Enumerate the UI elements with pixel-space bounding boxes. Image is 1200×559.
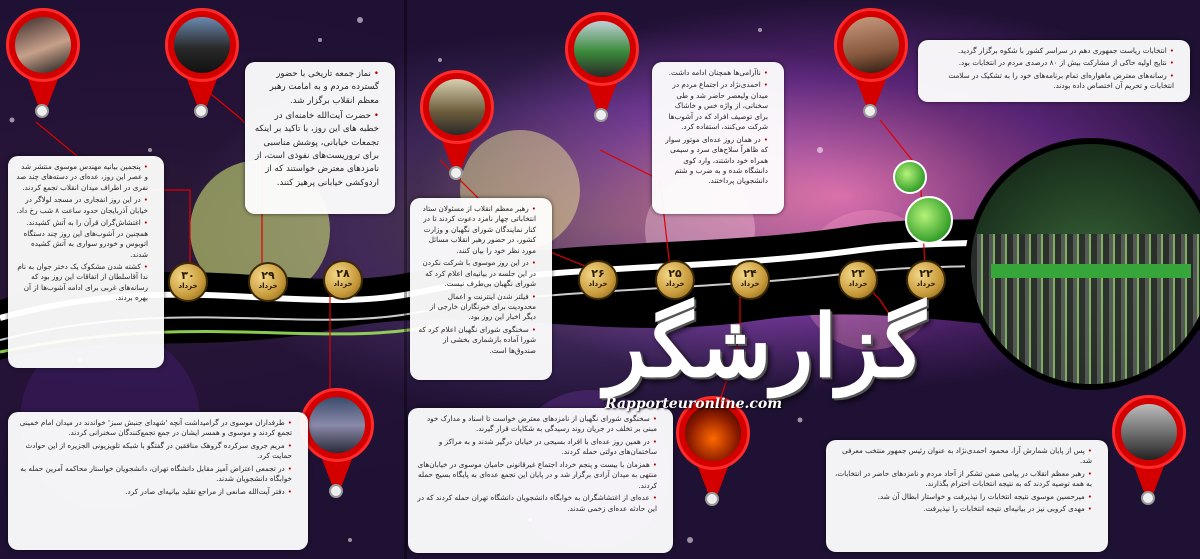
event-item: • فیلتر شدن اینترنت و اعمال محدودیت برای خبرنگاران خارجی از دیگر اخبار این روز بود. bbox=[418, 292, 536, 323]
textbox-26-khordad bbox=[410, 198, 552, 380]
textbox-23-khordad bbox=[826, 440, 1108, 552]
green-circle-large bbox=[905, 196, 953, 244]
date-24-khordad: ۲۴ خرداد bbox=[730, 260, 770, 300]
event-item: • نتایج اولیه حاکی از مشارکت بیش از ۸۰ درصدی مردم در انتخابات بود. bbox=[926, 58, 1174, 68]
date-26-khordad: ۲۶ خرداد bbox=[578, 260, 618, 300]
textbox-29-khordad bbox=[245, 62, 395, 214]
page-fold bbox=[404, 0, 407, 559]
crowd-photo bbox=[965, 138, 1200, 390]
green-circle-small bbox=[893, 160, 927, 194]
date-22-khordad: ۲۲ خرداد bbox=[906, 260, 946, 300]
textbox-28-khordad bbox=[8, 412, 308, 550]
event-item: • در این روز موسوی با شرکت نکردن در این جلسه در بیانیه‌ای اعلام کرد که شورای نگهبان بی‌طرف نیست. bbox=[418, 258, 536, 289]
event-item: • طرفداران موسوی در گرامیداشت آنچه 'شهدای جنبش سبز' خواندند در میدان امام خمینی تجمع کردند و موسوی و همسر ایشان در جمع تجمع‌کنندگان سخنرانی کردند. bbox=[16, 418, 292, 439]
event-item: • ناآرامی‌ها همچنان ادامه داشت. bbox=[660, 68, 768, 78]
date-23-khordad: ۲۳ خرداد bbox=[838, 260, 878, 300]
event-item: • کشته شدن مشکوک یک دختر جوان به نام ندا آقاسلطان از اتفاقات این روز بود که رسانه‌های غربی برای ادامه آشوب‌ها از آن بهره بردند. bbox=[16, 262, 148, 304]
website-url: Rapporteuronline.com bbox=[605, 396, 783, 412]
event-item: • در همان روز عده‌ای موتور سوار که ظاهراً سلاح‌های سرد و سیمی همراه خود داشتند، وارد کوی دانشگاه شده و به ضرب و شتم دانشجویان پرداختند. bbox=[660, 135, 768, 187]
event-item: • رهبر معظم انقلاب در پیامی ضمن تشکر از آحاد مردم و نامزدهای حاضر در انتخابات، به همه توصیه کردند که به نتیجه انتخابات احترام بگذارند. bbox=[834, 469, 1092, 490]
event-item: • در این روز انفجاری در مسجد لولاگر در خیابان آذربایجان حدود ساعت ۸ شب رخ داد. bbox=[16, 195, 148, 216]
event-item: • مهدی کروبی نیز در بیانیه‌ای نتیجه انتخابات را نپذیرفت. bbox=[834, 504, 1092, 514]
date-25-khordad: ۲۵ خرداد bbox=[655, 260, 695, 300]
event-item: • در تجمعی اعتراض آمیز مقابل دانشگاه تهران، دانشجویان خواستار محاکمه آمرین حمله به خوابگاه دانشجویان شدند. bbox=[16, 464, 292, 485]
event-item: • سخنگوی شورای نگهبان از نامزدهای معترض خواست تا اسناد و مدارک خود مبنی بر تخلف در جریان روند رسیدگی به شکایات قرار گیرند. bbox=[416, 414, 657, 435]
date-30-khordad: ۳۰ خرداد bbox=[168, 262, 208, 302]
event-item: • در همین روز عده‌ای با افراد بسیجی در خیابان درگیر شدند و به مراکز و ساختمان‌های دولتی حمله کردند. bbox=[416, 437, 657, 458]
event-item: • سخنگوی شورای نگهبان اعلام کرد که شورا آماده بازشماری بخشی از صندوق‌ها است. bbox=[418, 325, 536, 356]
event-item: • دفتر آیت‌الله صانعی از مراجع تقلید بیانیه‌ای صادر کرد. bbox=[16, 487, 292, 497]
event-item: • میرحسین موسوی نتیجه انتخابات را نپذیرفت و خواستار ابطال آن شد. bbox=[834, 492, 1092, 502]
event-item: • پس از پایان شمارش آرا، محمود احمدی‌نژاد به عنوان رئیس جمهور منتخب معرفی شد. bbox=[834, 446, 1092, 467]
event-item: • انتخابات ریاست جمهوری دهم در سراسر کشور با شکوه برگزار گردید. bbox=[926, 46, 1174, 56]
event-item: • مریم جروی سرکرده گروهک منافقین در گفتگو با شبکه تلویزیونی الجزیره از این حوادث حمایت کرد. bbox=[16, 441, 292, 462]
event-item: • اغتشاش‌گران قرآن را به آتش کشیدند. همچنین در آشوب‌های این روز چند دستگاه اتوبوس و خودرو سواری به آتش کشیده شدند. bbox=[16, 218, 148, 260]
event-item: • حضرت آیت‌الله خامنه‌ای در خطبه های این روز، با تاکید بر اینکه تجمعات خیابانی، پوشش مناسبی برای تروریست‌های نفوذی است، از نامزدهای معترض خواستند که از اردوکشی خیابانی پرهیز کنند. bbox=[253, 110, 379, 190]
textbox-22-khordad bbox=[918, 40, 1190, 102]
event-item: • نماز جمعه تاریخی با حضور گسترده مردم و به امامت رهبر معظم انقلاب برگزار شد. bbox=[253, 68, 379, 108]
event-item: • رهبر معظم انقلاب از مسئولان ستاد انتخاباتی چهار نامزد دعوت کردند تا در کنار نمایندگان شورای نگهبان و وزارت کشور، در حضور رهبر انقلاب مسائل مورد نظر خود را بیان کنند. bbox=[418, 204, 536, 256]
textbox-24-khordad bbox=[652, 62, 784, 214]
event-item: • پنجمین بیانیه مهندس موسوی منتشر شد و عصر این روز، عده‌ای در دسته‌های چند صد نفری در اطراف میدان انقلاب تجمع کردند. bbox=[16, 162, 148, 193]
event-item: • همزمان با بیست و پنجم خرداد اجتماع غیرقانونی حامیان موسوی در خیابان‌های منتهی به میدان آزادی برگزار شد و در پایان این تجمع عده‌ای به پایگاه بسیج حمله کردند. bbox=[416, 460, 657, 491]
date-29-khordad: ۲۹ خرداد bbox=[248, 262, 288, 302]
textbox-25-khordad bbox=[408, 408, 673, 553]
event-item: • رسانه‌های معترض ماهواره‌ای تمام برنامه‌های خود را به تشکیک در سلامت انتخابات و تحریم آن اختصاص داده بودند. bbox=[926, 71, 1174, 92]
main-title: گزارشگر bbox=[604, 296, 926, 397]
event-item: • عده‌ای از اغتشاشگران به خوابگاه دانشجویان دانشگاه تهران حمله کردند که در این حادثه عده‌ای زخمی شدند. bbox=[416, 493, 657, 514]
event-item: • احمدی‌نژاد در اجتماع مردم در میدان ولیعصر حاضر شد و طی سخنانی، از واژه خس و خاشاک برای توصیف افراد که در آشوب‌ها شرکت می‌کنند، استفاده کرد. bbox=[660, 80, 768, 132]
date-28-khordad: ۲۸ خرداد bbox=[323, 260, 363, 300]
textbox-30-khordad bbox=[8, 156, 164, 368]
